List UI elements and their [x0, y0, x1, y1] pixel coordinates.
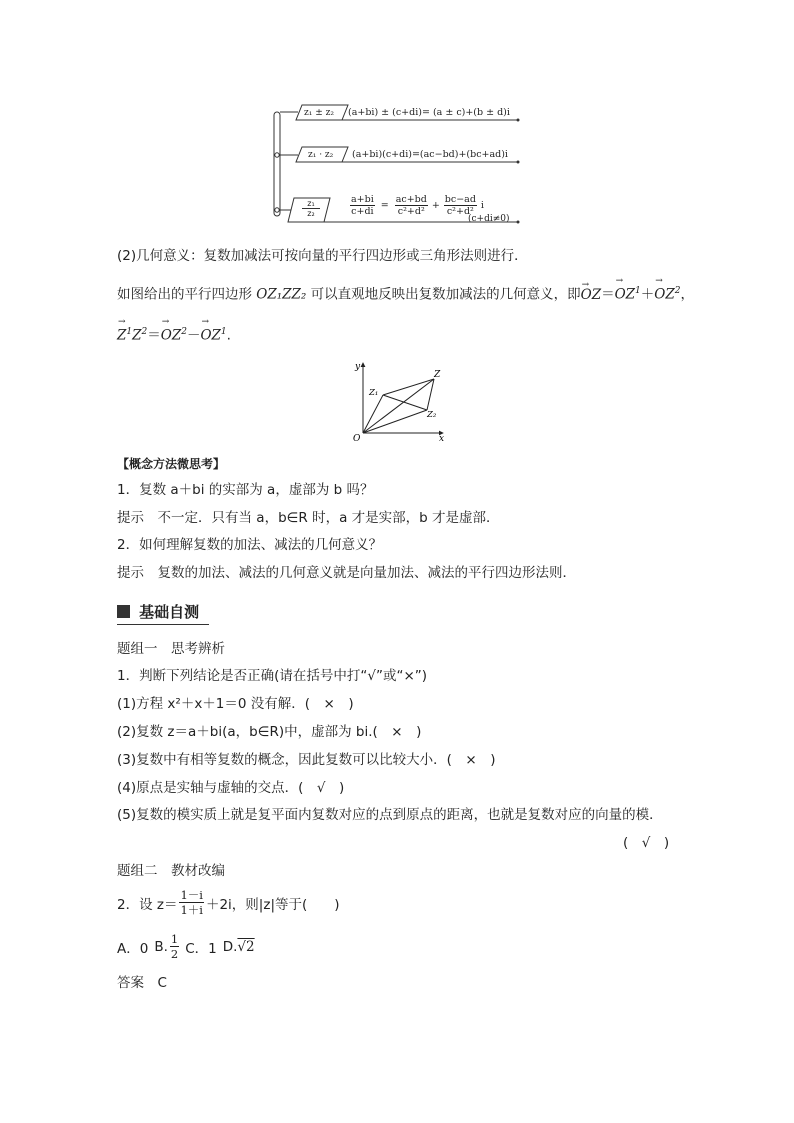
- para3-end: .: [226, 327, 231, 344]
- para2-plus: ＋: [640, 286, 655, 303]
- option-b: B.: [154, 938, 168, 955]
- item-2-den: 1＋i: [180, 903, 203, 917]
- para-parallelogram: [117, 282, 694, 304]
- para-subtraction: [117, 323, 231, 345]
- vector-oz1: [615, 282, 641, 304]
- para3-minus: －: [186, 327, 201, 344]
- diagram-row3-label: [302, 199, 320, 218]
- row3-eq: =: [380, 200, 389, 211]
- row3-frac1-num: a+bi: [351, 194, 374, 205]
- diagram-row1-formula: (a+bi) ± (c+di)= (a ± c)+(b ± d)i: [348, 107, 510, 118]
- diagram-row2-formula: (a+bi)(c+di)=(ac−bd)+(bc+ad)i: [352, 149, 508, 160]
- row3-frac3-num: bc−ad: [444, 194, 476, 205]
- section-title: 基础自测: [139, 603, 200, 621]
- statement-2: (2)复数 z＝a＋bi(a，b∈R)中，虚部为 bi.( × ): [117, 724, 422, 740]
- vector-o-z2: [363, 410, 427, 433]
- edge-z1-z: [383, 379, 434, 395]
- vector-oz1b-sub: 1: [220, 327, 227, 337]
- vector-z1-sub: 1: [126, 327, 133, 337]
- fig-x-label: x: [439, 434, 445, 444]
- vector-oz1b-base: OZ: [200, 327, 221, 344]
- item-2-prefix: 2．设 z＝: [117, 896, 178, 913]
- section-heading: [117, 601, 217, 622]
- vector-z1-z2: [383, 395, 427, 410]
- parallelogram-figure: [345, 355, 455, 445]
- fig-y-label: y: [355, 362, 361, 372]
- vector-oz1-b: [200, 323, 226, 345]
- para2-mid: 可以直观地反映出复数加减法的几何意义，即: [306, 286, 581, 303]
- para-geometric-meaning: (2)几何意义：复数加减法可按向量的平行四边形或三角形法则进行．: [117, 248, 528, 264]
- section-square-icon: [117, 605, 130, 618]
- row3-plus: +: [431, 200, 440, 211]
- vector-oz2-base: OZ: [654, 286, 675, 303]
- vector-z2-base: Z: [132, 327, 142, 344]
- item-2: [117, 888, 340, 917]
- statement-3: (3)复数中有相等复数的概念，因此复数可以比较大小．( × ): [117, 752, 496, 768]
- para3-eq: ＝: [147, 327, 161, 344]
- statement-5: (5)复数的模实质上就是复平面内复数对应的点到原点的距离，也就是复数对应的向量的模．: [117, 807, 663, 823]
- option-a: A．0: [117, 940, 149, 957]
- fig-z2-label: Z₂: [427, 410, 437, 420]
- vector-oz1-base: OZ: [614, 286, 636, 303]
- row3-frac2-den: c²+d²: [397, 206, 425, 217]
- section-underline: [117, 624, 209, 625]
- answer-2: 提示 复数的加法、减法的几何意义就是向量加法、减法的平行四边形法则．: [117, 565, 576, 581]
- option-d-value: √2: [237, 938, 255, 955]
- statement-5-mark: ( √ ): [623, 835, 670, 851]
- fig-z1-label: Z₁: [369, 388, 379, 398]
- para2-prefix: 如图给出的平行四边形: [117, 286, 257, 303]
- fig-z-label: Z: [434, 370, 441, 380]
- diagram-row2-label: z₁ · z₂: [308, 150, 334, 160]
- answer-1: 提示 不一定．只有当 a，b∈R 时，a 才是实部，b 才是虚部．: [117, 510, 500, 526]
- option-b-den: 2: [170, 947, 179, 961]
- vector-z1-base: Z: [117, 327, 127, 344]
- fig-o-label: O: [353, 434, 361, 444]
- vector-oz2b-base: OZ: [160, 327, 182, 344]
- concept-heading: 【概念方法微思考】: [117, 457, 226, 471]
- statement-1: (1)方程 x²＋x＋1＝0 没有解．( × ): [117, 696, 354, 712]
- diagram-row3-formula: [348, 194, 484, 217]
- para2-eq: ＝: [601, 286, 615, 303]
- option-d: D.: [222, 938, 238, 955]
- vector-oz1-sub: 1: [635, 286, 641, 296]
- vector-oz: → OZ: [581, 286, 601, 304]
- statement-4: (4)原点是实轴与虚轴的交点．( √ ): [117, 780, 345, 796]
- vector-oz2b-sub: 2: [181, 327, 187, 337]
- group-1-title: 题组一 思考辨析: [117, 641, 225, 657]
- item-2-num: 1－i: [180, 888, 203, 902]
- para2-shape: OZ₁ZZ₂: [256, 286, 307, 303]
- row3-label-num: z₁: [302, 199, 320, 209]
- row3-frac2-num: ac+bd: [395, 194, 427, 205]
- para2-end: ，: [680, 286, 694, 303]
- row3-frac3-den: c²+d²: [446, 206, 474, 217]
- question-2: 2．如何理解复数的加法、减法的几何意义？: [117, 537, 383, 553]
- row3-frac1-den: c+di: [351, 206, 374, 217]
- vector-z2-sub: 2: [141, 327, 148, 337]
- item-1: 1．判断下列结论是否正确(请在括号中打“√”或“×”): [117, 668, 428, 684]
- answer-line: 答案 C: [117, 975, 167, 991]
- options-row: [117, 932, 255, 961]
- vector-oz2-sub: 2: [674, 286, 681, 296]
- option-b-num: 1: [170, 932, 179, 946]
- row3-label-den: z₂: [307, 209, 315, 218]
- group-2-title: 题组二 教材改编: [117, 863, 225, 879]
- row3-condition: (c+di≠0): [468, 214, 510, 224]
- question-1: 1．复数 a＋bi 的实部为 a，虚部为 b 吗？: [117, 482, 374, 498]
- row3-i: i: [480, 200, 484, 211]
- diagram-row1-label: z₁ ± z₂: [304, 108, 334, 118]
- option-c: C．1: [185, 940, 217, 957]
- item-2-suffix: ＋2i，则|z|等于( ): [205, 896, 340, 913]
- vector-oz2: [654, 282, 680, 304]
- vector-oz2-b: [161, 323, 187, 345]
- vector-z1z2: [117, 323, 147, 345]
